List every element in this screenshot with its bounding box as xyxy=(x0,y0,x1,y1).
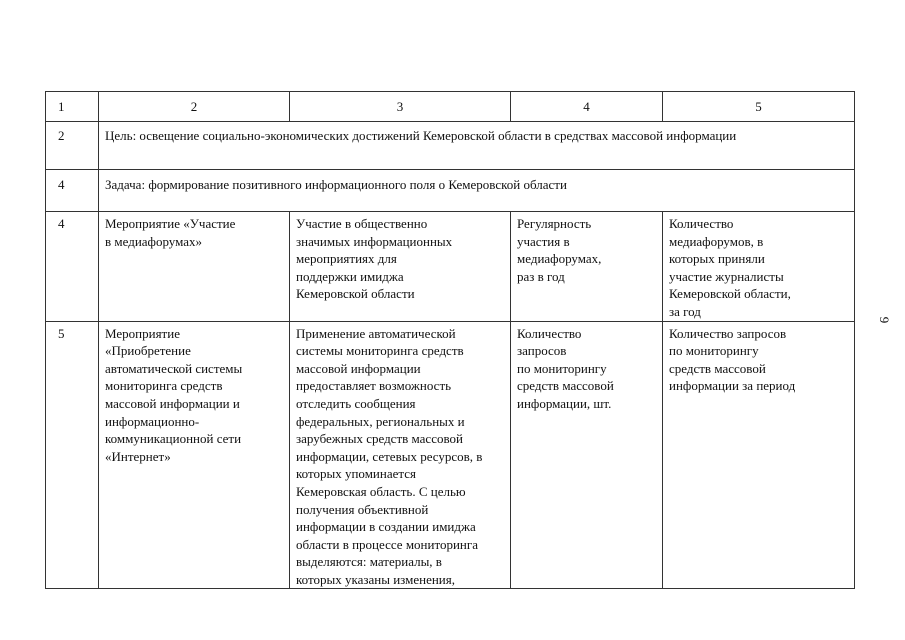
header-cell: 3 xyxy=(290,92,511,122)
indicator-cell: Регулярность участия в медиафорумах, раз в год xyxy=(511,212,663,322)
header-cell: 4 xyxy=(511,92,663,122)
event-cell: Мероприятие «Приобретение автоматической системы мониторинга средств массовой информации и информационно- коммуникационной сети «Интернет» xyxy=(99,321,290,589)
goal-row xyxy=(46,122,855,170)
row-number: 5 xyxy=(46,321,99,589)
page-number: 9 xyxy=(877,316,892,324)
event-cell: Мероприятие «Участие в медиафорумах» xyxy=(99,212,290,322)
indicator-cell: Количество запросов по мониторингу средств массовой информации, шт. xyxy=(511,321,663,589)
row-number: 4 xyxy=(46,212,99,322)
description-cell: Участие в общественно значимых информационных мероприятиях для поддержки имиджа Кемеровской области xyxy=(290,212,511,322)
header-cell: 2 xyxy=(99,92,290,122)
task-row xyxy=(46,170,855,212)
task-text: Задача: формирование позитивного информационного поля о Кемеровской области xyxy=(99,170,855,212)
program-table xyxy=(45,91,855,589)
goal-text: Цель: освещение социально-экономических достижений Кемеровской области в средствах массовой информации xyxy=(99,122,855,170)
row-number: 2 xyxy=(46,122,99,170)
measure-cell: Количество медиафорумов, в которых приняли участие журналисты Кемеровской области, за год xyxy=(663,212,855,322)
description-cell: Применение автоматической системы мониторинга средств массовой информации предоставляет возможность отследить сообщения федеральных, региональных и зарубежных средств массовой информации, сетевых ресурсов, в которых упоминается Кемеровская область. С целью получения объективной информации в создании имиджа области в процессе мониторинга выделяются: материалы, в которых указаны изменения, xyxy=(290,321,511,589)
table-row xyxy=(46,212,855,322)
column-number-row xyxy=(46,92,855,122)
header-cell: 1 xyxy=(46,92,99,122)
header-cell: 5 xyxy=(663,92,855,122)
row-number: 4 xyxy=(46,170,99,212)
measure-cell: Количество запросов по мониторингу средств массовой информации за период xyxy=(663,321,855,589)
table-row xyxy=(46,321,855,589)
